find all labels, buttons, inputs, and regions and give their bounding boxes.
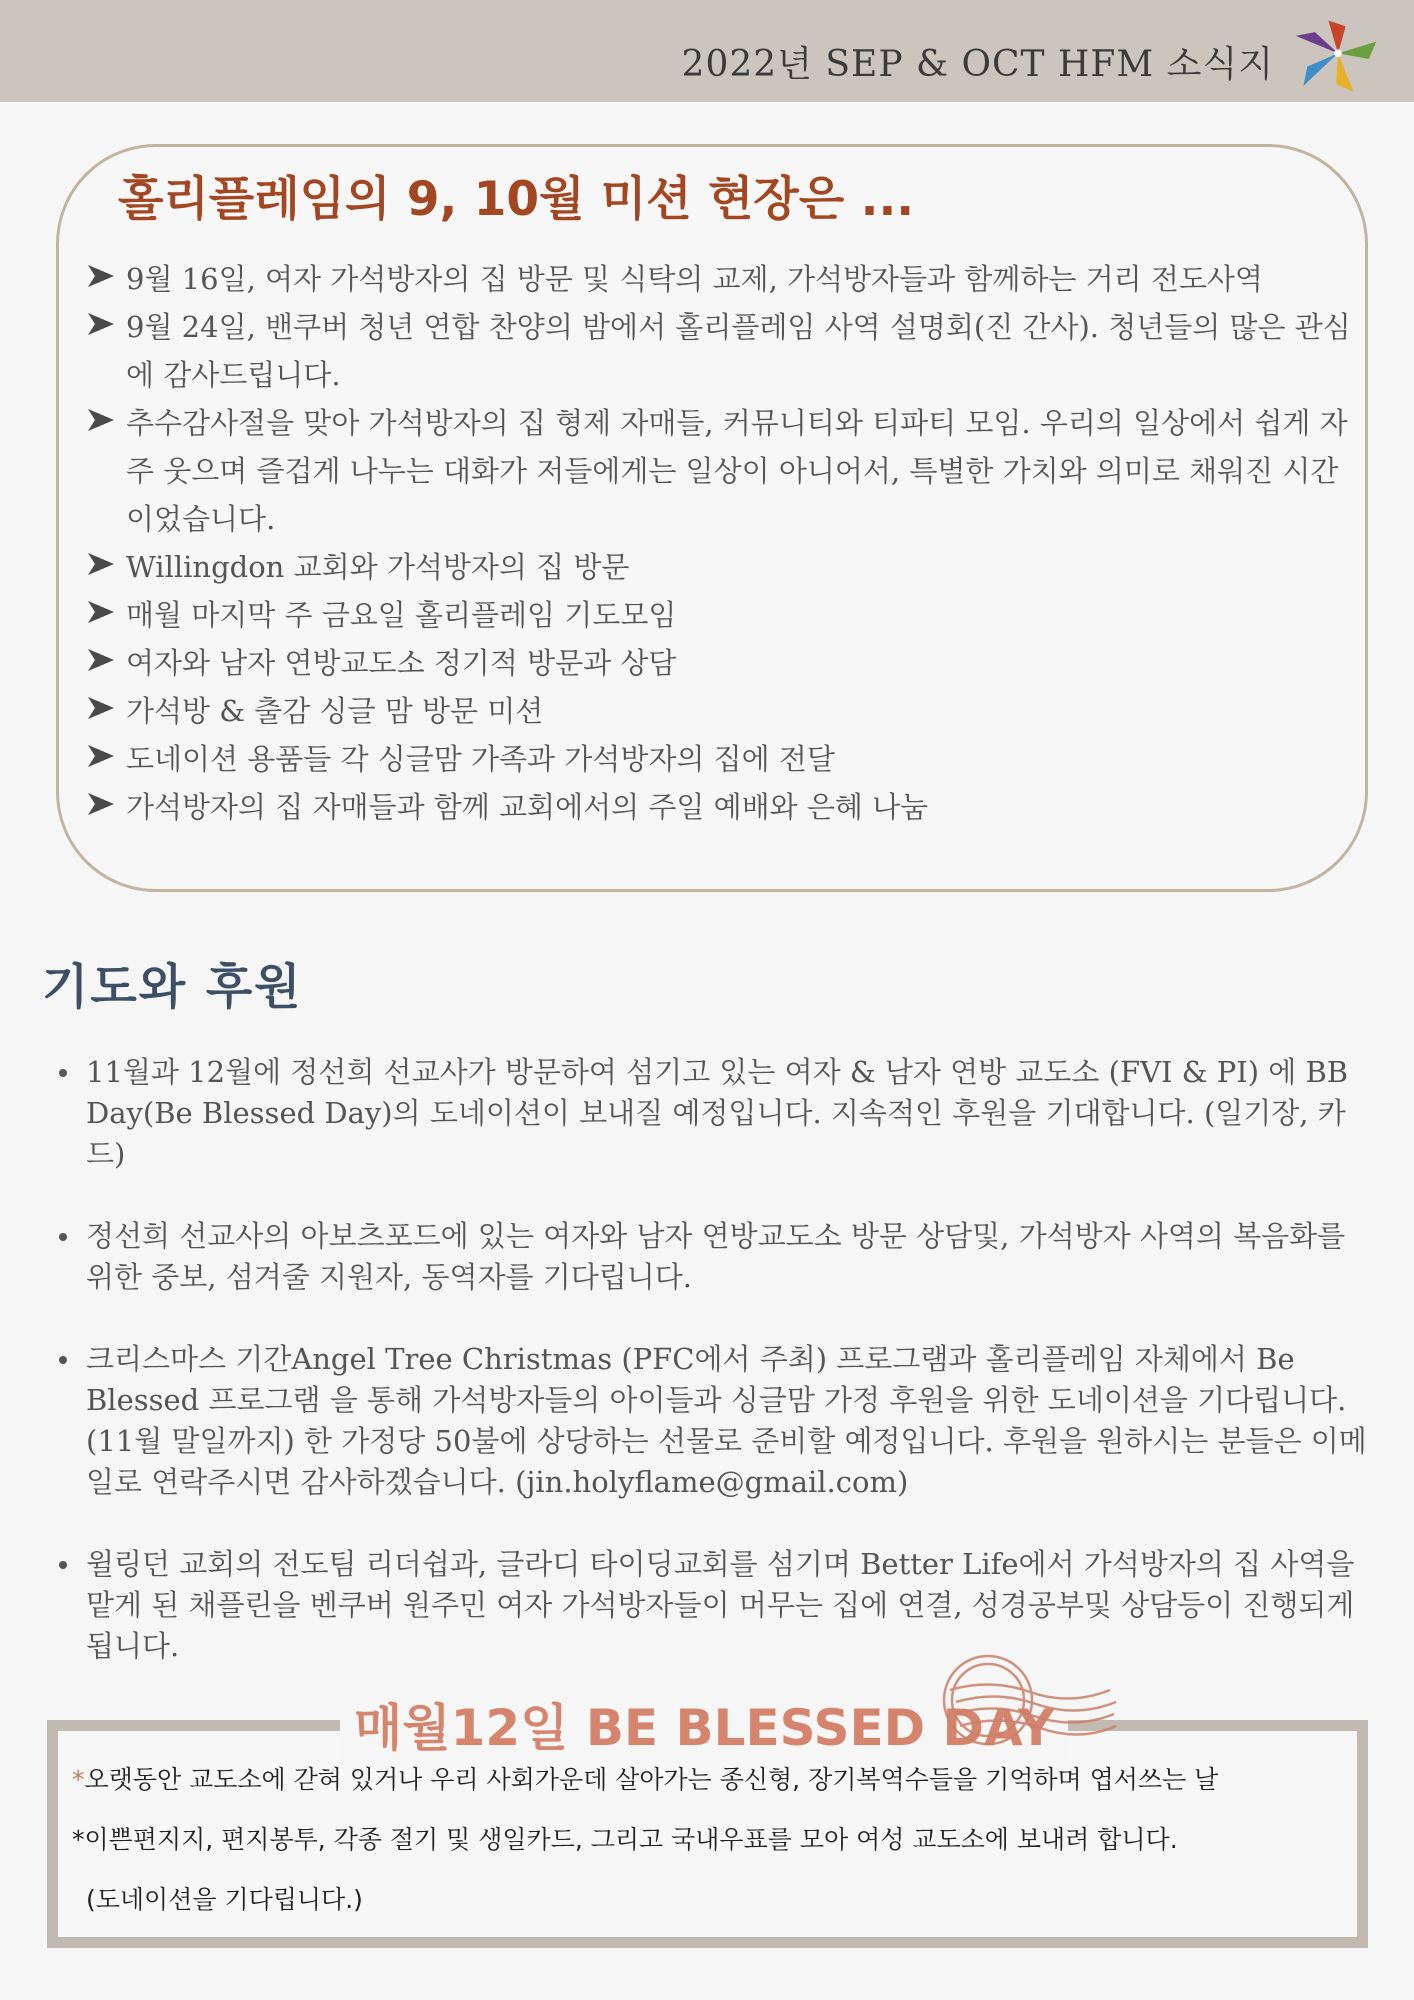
mission-item-text: Willingdon 교회와 가석방자의 집 방문 [126, 550, 630, 584]
mission-list-item [86, 303, 1356, 399]
mission-item-text: 추수감사절을 맞아 가석방자의 집 형제 자매들, 커뮤니티와 티파티 모임. 우리의 일상에서 쉽게 자주 웃으며 즐겁게 나누는 대화가 저들에게는 일상이 아니어서, 특별한 가치와 의미로 채워진 시간이었습니다. [126, 406, 1348, 536]
prayer-section-title: 기도와 후원 [42, 959, 303, 1015]
bullet-dot-icon [59, 1561, 67, 1569]
be-blessed-line [72, 1758, 1352, 1818]
mission-list-item [86, 543, 1356, 591]
mission-list-item [86, 399, 1356, 543]
be-blessed-note: (도네이션을 기다립니다.) [86, 1885, 363, 1914]
postmark-stamp-icon [930, 1648, 1120, 1762]
bullet-dot-icon [59, 1356, 67, 1364]
prayer-list-item [86, 1339, 1376, 1503]
prayer-list-item [86, 1544, 1376, 1667]
asterisk-mark: * [72, 1765, 85, 1794]
arrow-right-icon [86, 597, 116, 627]
prayer-list [86, 1052, 1376, 1667]
be-blessed-line [72, 1818, 1352, 1878]
mission-item-text: 9월 24일, 밴쿠버 청년 연합 찬양의 밤에서 홀리플레임 사역 설명회(진 간사). 청년들의 많은 관심에 감사드립니다. [126, 310, 1351, 392]
mission-list-item [86, 591, 1356, 639]
mission-list-item [86, 735, 1356, 783]
newsletter-title: 2022년 SEP & OCT HFM 소식지 [681, 44, 1274, 85]
arrow-right-icon [86, 261, 116, 291]
mission-item-text: 매월 마지막 주 금요일 홀리플레임 기도모임 [126, 598, 677, 632]
arrow-right-icon [86, 309, 116, 339]
arrow-right-icon [86, 405, 116, 435]
mission-list [86, 255, 1356, 831]
mission-list-item [86, 783, 1356, 831]
arrow-right-icon [86, 693, 116, 723]
mission-section-title: 홀리플레임의 9, 10월 미션 현장은 ... [118, 172, 915, 227]
mission-item-text: 도네이션 용품들 각 싱글맘 가족과 가석방자의 집에 전달 [126, 742, 835, 776]
arrow-right-icon [86, 741, 116, 771]
mission-item-text: 가석방 & 출감 싱글 맘 방문 미션 [126, 694, 544, 728]
mission-item-text: 9월 16일, 여자 가석방자의 집 방문 및 식탁의 교제, 가석방자들과 함께하는 거리 전도사역 [126, 262, 1263, 296]
prayer-list-item [86, 1052, 1376, 1175]
arrow-right-icon [86, 645, 116, 675]
prayer-item-text: 윌링던 교회의 전도팀 리더쉽과, 글라디 타이딩교회를 섬기며 Better Life에서 가석방자의 집 사역을 맡게 된 채플린을 벤쿠버 원주민 여자 가석방자들이 머무는 집에 연결, 성경공부및 상담등이 진행되게 됩니다. [86, 1547, 1355, 1663]
mission-item-text: 여자와 남자 연방교도소 정기적 방문과 상담 [126, 646, 677, 680]
be-blessed-body [72, 1758, 1352, 1938]
be-blessed-title: 매월12일 BE BLESSED DAY [340, 1688, 1068, 1760]
prayer-list-item [86, 1216, 1376, 1298]
prayer-item-text: 11월과 12월에 정선희 선교사가 방문하여 섬기고 있는 여자 & 남자 연방 교도소 (FVI & PI) 에 BB Day(Be Blessed Day)의 도네이션이 보내질 예정입니다. 지속적인 후원을 기대합니다. (일기장, 카드) [86, 1055, 1349, 1171]
arrow-right-icon [86, 549, 116, 579]
holyflame-logo-icon [1290, 14, 1386, 102]
mission-list-item [86, 639, 1356, 687]
mission-list-item [86, 255, 1356, 303]
bullet-dot-icon [59, 1069, 67, 1077]
prayer-item-text: 크리스마스 기간Angel Tree Christmas (PFC에서 주최) 프로그램과 홀리플레임 자체에서 Be Blessed 프로그램 을 통해 가석방자들의 아이들과 싱글맘 가정 후원을 위한 도네이션을 기다립니다. (11월 말일까지) 한 가정당 50불에 상당하는 선물로 준비할 예정입니다. 후원을 원하시는 분들은 이메일로 연락주시면 감사하겠습니다. (jin.holyflame@gmail.com) [86, 1342, 1367, 1499]
be-blessed-text: 이쁜편지지, 편지봉투, 각종 절기 및 생일카드, 그리고 국내우표를 모아 여성 교도소에 보내려 합니다. [84, 1825, 1178, 1854]
arrow-right-icon [86, 789, 116, 819]
prayer-item-text: 정선희 선교사의 아보츠포드에 있는 여자와 남자 연방교도소 방문 상담및, 가석방자 사역의 복음화를 위한 중보, 섬겨줄 지원자, 동역자를 기다립니다. [86, 1219, 1346, 1294]
asterisk-mark: * [72, 1825, 85, 1854]
mission-item-text: 가석방자의 집 자매들과 함께 교회에서의 주일 예배와 은혜 나눔 [126, 790, 929, 824]
mission-list-item [86, 687, 1356, 735]
be-blessed-text: 오랫동안 교도소에 갇혀 있거나 우리 사회가운데 살아가는 종신형, 장기복역수들을 기억하며 엽서쓰는 날 [84, 1765, 1219, 1794]
newsletter-header [0, 0, 1414, 102]
bullet-dot-icon [59, 1233, 67, 1241]
